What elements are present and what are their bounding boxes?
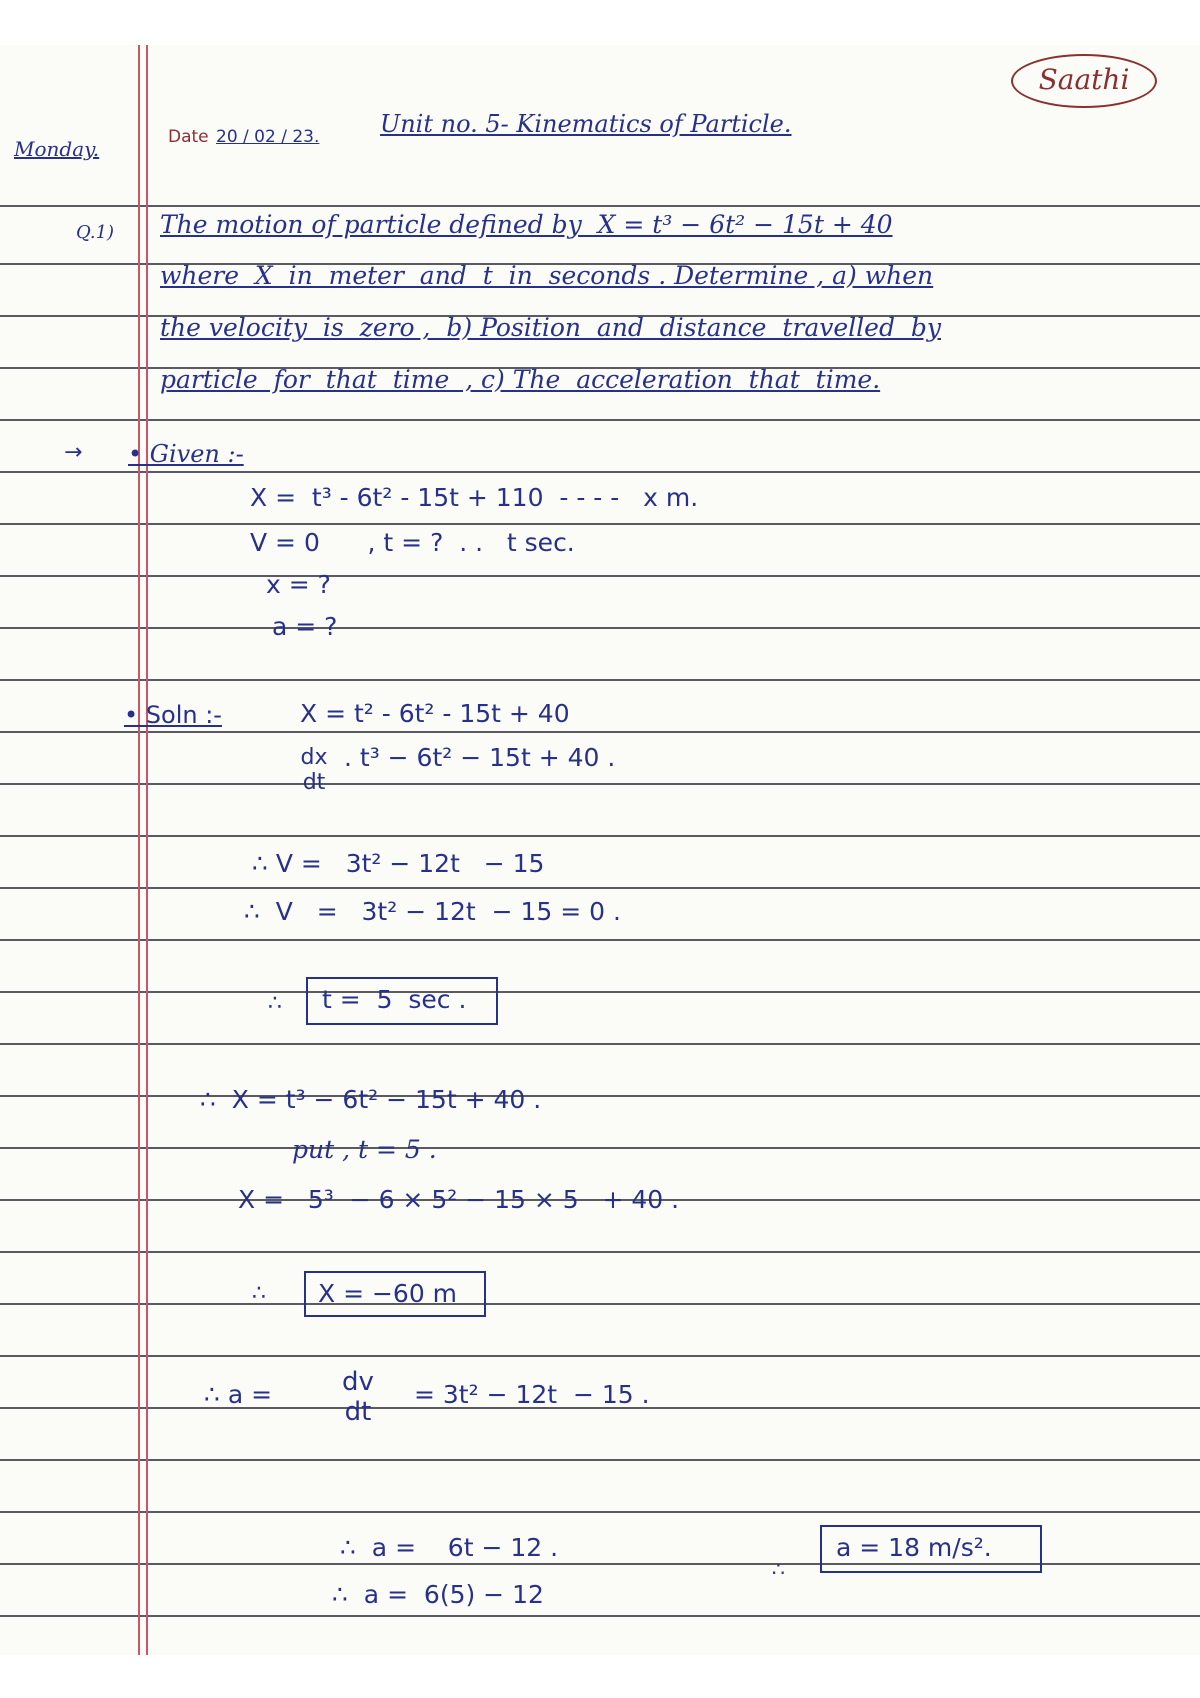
ruled-line [0,939,1200,941]
ruled-line [0,835,1200,837]
ruled-line [0,419,1200,421]
ruled-line [0,991,1200,993]
ruled-line [0,1147,1200,1149]
given-heading: • Given :- [128,440,244,468]
date-value: 20 / 02 / 23. [216,127,320,147]
question-line: where X in meter and t in seconds . Determine , a) when [160,261,934,290]
given-line: X = t³ - 6t² - 15t + 110 - - - - x m. [250,483,699,512]
given-line: x = ? [266,570,331,599]
ruled-line [0,887,1200,889]
derivative-fraction [292,745,336,795]
ruled-line [0,679,1200,681]
fraction-numerator: dx [300,745,328,770]
derivative-fraction [330,1367,386,1427]
question-line: particle for that time , c) The acceleration that time. [160,365,881,394]
solution-heading: • Soln :- [124,701,222,729]
arrow-icon: → [64,440,83,465]
position-equation: ∴ X = t³ − 6t² − 15t + 40 . [200,1085,542,1114]
question-line: the velocity is zero , b) Position and distance travelled by [160,313,941,342]
solution-equation: . t³ − 6t² − 15t + 40 . [344,743,616,772]
solution-equation: X = t² - 6t² - 15t + 40 [300,699,570,728]
therefore-symbol: ∴ [252,1281,266,1306]
acceleration-label: ∴ a = [204,1380,273,1409]
result-position: X = −60 m [318,1279,458,1308]
velocity-equation: ∴ V = 3t² − 12t − 15 [252,849,545,878]
acceleration-equation: ∴ a = 6(5) − 12 [332,1580,544,1609]
result-acceleration: a = 18 m/s². [836,1533,992,1562]
therefore-symbol: ∴ [268,991,282,1016]
acceleration-equation: = 3t² − 12t − 15 . [414,1380,650,1409]
ruled-line [0,1303,1200,1305]
ruled-line [0,1355,1200,1357]
fraction-numerator: dv [342,1367,374,1397]
ruled-line [0,1615,1200,1617]
question-line: The motion of particle defined by X = t³ − 6t² − 15t + 40 [160,210,893,239]
ruled-line [0,1251,1200,1253]
position-equation: X = 5³ − 6 × 5² − 15 × 5 + 40 . [238,1185,680,1214]
ruled-line [0,627,1200,629]
velocity-equation: ∴ V = 3t² − 12t − 15 = 0 . [244,897,621,926]
notebook-page [0,45,1200,1655]
ruled-line [0,575,1200,577]
ruled-line [0,1043,1200,1045]
ruled-line [0,731,1200,733]
ruled-line [0,783,1200,785]
date-label: Date [168,127,209,147]
ruled-line [0,205,1200,207]
given-line: V = 0 , t = ? . . t sec. [250,528,575,557]
substitution-note: put , t = 5 . [292,1135,437,1164]
question-number: Q.1) [76,222,115,243]
ruled-line [0,1095,1200,1097]
margin-line [146,45,148,1655]
margin-line [138,45,140,1655]
ruled-line [0,523,1200,525]
unit-title: Unit no. 5- Kinematics of Particle. [380,110,792,138]
ruled-line [0,1459,1200,1461]
ruled-line [0,471,1200,473]
given-line: a = ? [272,612,338,641]
therefore-symbol: ∴ [772,1557,785,1581]
ruled-line [0,1511,1200,1513]
day-label: Monday. [14,137,100,161]
fraction-denominator: dt [302,770,326,795]
brand-logo: Saathi [1011,54,1157,108]
acceleration-equation: ∴ a = 6t − 12 . [340,1533,559,1562]
fraction-denominator: dt [344,1397,372,1427]
result-time: t = 5 sec . [322,985,467,1014]
